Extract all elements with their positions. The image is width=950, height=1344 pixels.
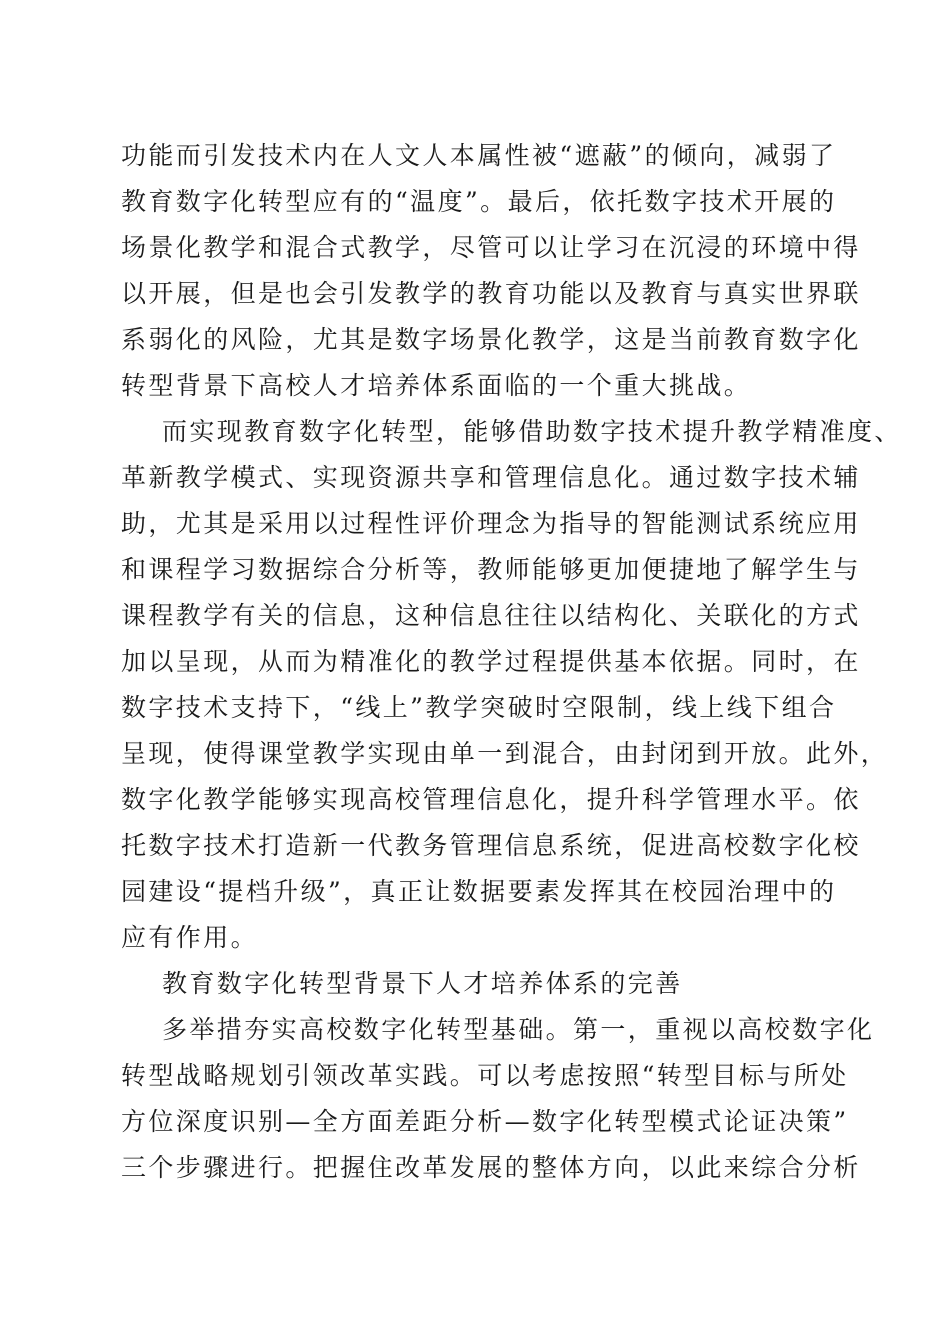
section-heading: 教育数字化转型背景下人才培养体系的完善 [162,969,683,998]
text-line: 助，尤其是采用以过程性评价理念为指导的智能测试系统应用 [121,509,861,538]
text-line: 课程教学有关的信息，这种信息往往以结构化、关联化的方式 [121,601,861,630]
text-line: 和课程学习数据综合分析等，教师能够更加便捷地了解学生与 [121,555,861,584]
body-text [121,133,902,1191]
text-line: 场景化教学和混合式教学，尽管可以让学习在沉浸的环境中得 [121,233,861,262]
text-line: 功能而引发技术内在人文人本属性被“遮蔽”的倾向，减弱了 [121,141,837,170]
text-line: 转型背景下高校人才培养体系面临的一个重大挑战。 [121,371,752,400]
text-line: 数字化教学能够实现高校管理信息化，提升科学管理水平。依 [121,785,861,814]
text-line: 以开展，但是也会引发教学的教育功能以及教育与真实世界联 [121,279,861,308]
text-line: 三个步骤进行。把握住改革发展的整体方向，以此来综合分析 [121,1153,861,1182]
text-line: 园建设“提档升级”，真正让数据要素发挥其在校园治理中的 [121,877,837,906]
text-line: 加以呈现，从而为精准化的教学过程提供基本依据。同时，在 [121,647,861,676]
text-line: 系弱化的风险，尤其是数字场景化教学，这是当前教育数字化 [121,325,861,354]
paragraph-start-line: 而实现教育数字化转型，能够借助数字技术提升教学精准度、 [162,417,902,446]
text-line: 应有作用。 [121,923,259,952]
text-line: 托数字技术打造新一代教务管理信息系统，促进高校数字化校 [121,831,861,860]
text-line: 数字技术支持下，“线上”教学突破时空限制，线上线下组合 [121,693,837,722]
text-line: 方位深度识别—全方面差距分析—数字化转型模式论证决策” [121,1107,849,1136]
text-line: 转型战略规划引领改革实践。可以考虑按照“转型目标与所处 [121,1061,849,1090]
paragraph-start-line: 多举措夯实高校数字化转型基础。第一，重视以高校数字化 [162,1015,875,1044]
text-line: 呈现，使得课堂教学实现由单一到混合，由封闭到开放。此外， [121,739,889,768]
text-line: 教育数字化转型应有的“温度”。最后，依托数字技术开展的 [121,187,837,216]
text-line: 革新教学模式、实现资源共享和管理信息化。通过数字技术辅 [121,463,861,492]
